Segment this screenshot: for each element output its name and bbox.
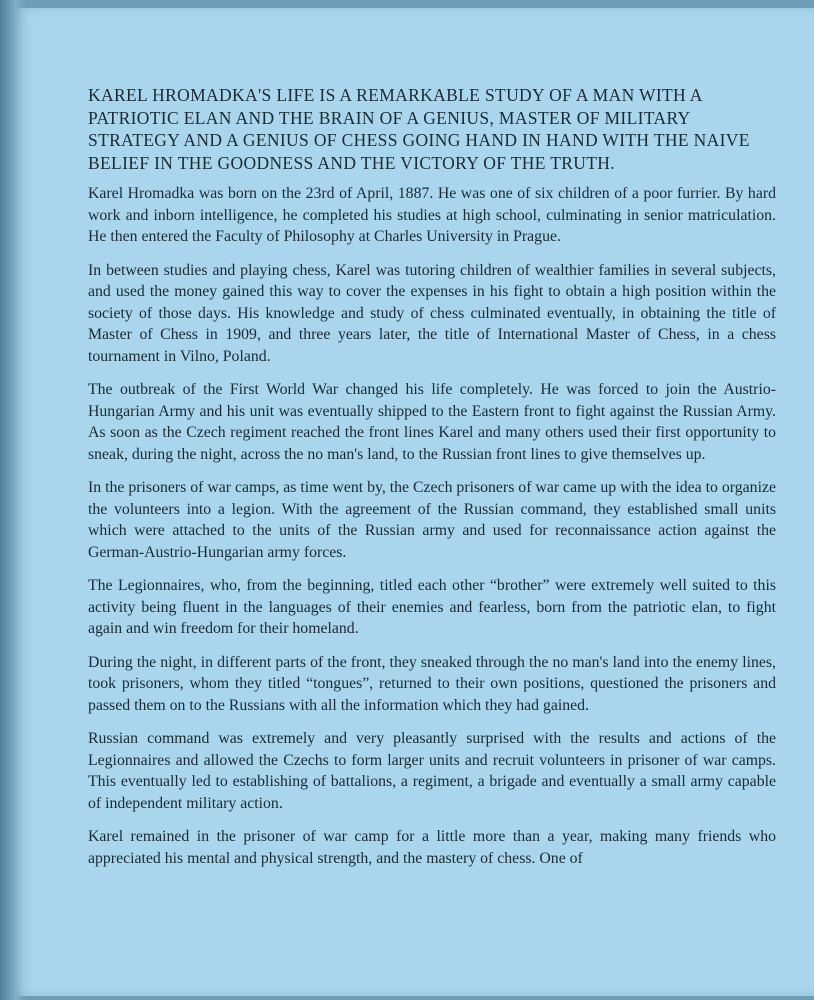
paragraph-chess-studies: In between studies and playing chess, Karel was tutoring children of wealthier families in several subjects, and used the money gained this way to cover the expenses in his fight to obtain a high position within the society of those days. His knowledge and study of chess culminated eventually, in obtaining the title of Master of Chess in 1909, and three years later, the title of International Master of Chess, in a chess tournament in Vilno, Poland.: [88, 261, 776, 365]
page-heading: KAREL HROMADKA'S LIFE IS A REMARKABLE STUDY OF A MAN WITH A PATRIOTIC ELAN AND THE BRAIN OF A GENIUS, MASTER OF MILITARY STRATEGY AND A GENIUS OF CHESS GOING HAND IN HAND WITH THE NAIVE BELIEF IN THE GOODNESS AND THE VICTORY OF THE TRUTH.: [88, 85, 750, 173]
paragraph-legionnaires: The Legionnaires, who, from the beginning, titled each other “brother” were extremely well suited to this activity being fluent in the languages of their enemies and fearless, born from the patriotic elan, to fight again and win freedom for their homeland.: [88, 577, 776, 637]
paragraph-night-raids: During the night, in different parts of the front, they sneaked through the no man's land into the enemy lines, took prisoners, whom they titled “tongues”, returned to their own positions, questioned the prisoners and passed them on to the Russians with all the information which they had gained.: [88, 653, 776, 714]
booklet-page: [16, 8, 814, 996]
paragraph-birth: Karel Hromadka was born on the 23rd of April, 1887. He was one of six children of a poor furrier. By hard work and inborn intelligence, he completed his studies at high school, culminating in senior matriculation. He then entered the Faculty of Philosophy at Charles University in Prague.: [88, 185, 776, 245]
paragraph-world-war: The outbreak of the First World War changed his life completely. He was forced to join the Austrio-Hungarian Army and his unit was eventually shipped to the Eastern front to fight against the Russian Army. As soon as the Czech regiment reached the front lines Karel and many others used their first opportunity to sneak, during the night, across the no man's land, to the Russian front lines to give themselves up.: [88, 381, 776, 463]
text-column: [88, 84, 776, 881]
paragraph-prisoner-camp: Karel remained in the prisoner of war camp for a little more than a year, making many friends who appreciated his mental and physical strength, and the mastery of chess. One of: [88, 828, 776, 867]
paragraph-russian-command: Russian command was extremely and very pleasantly surprised with the results and actions of the Legionnaires and allowed the Czechs to form larger units and recruit volunteers in prisoner of war camps. This eventually led to establishing of battalions, a regiment, a brigade and eventually a small army capable of independent military action.: [88, 730, 776, 812]
paragraph-pow-camps: In the prisoners of war camps, as time went by, the Czech prisoners of war came up with the idea to organize the volunteers into a legion. With the agreement of the Russian command, they established small units which were attached to the units of the Russian army and used for reconnaissance action against the German-Austrio-Hungarian army forces.: [88, 479, 776, 561]
